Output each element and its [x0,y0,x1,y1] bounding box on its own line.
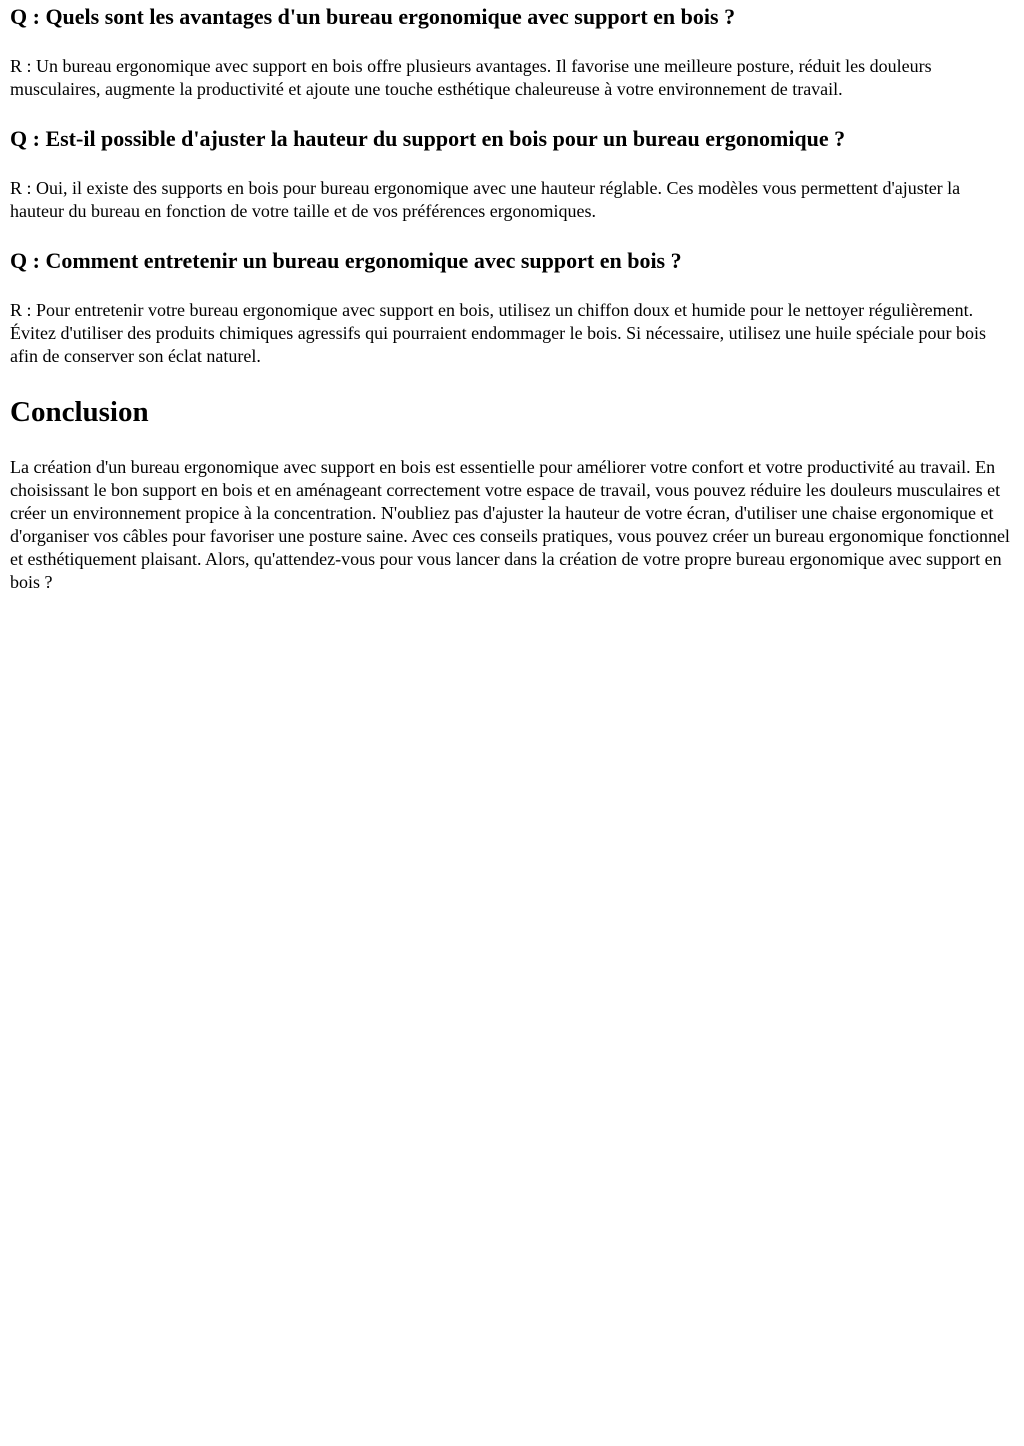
conclusion-heading: Conclusion [10,396,149,428]
faq-question-2: Q : Est-il possible d'ajuster la hauteur du support en bois pour un bureau ergonomique ? [10,126,846,151]
faq-answer-3: R : Pour entretenir votre bureau ergonomique avec support en bois, utilisez un chiffon doux et humide pour le nettoyer régulièrement. Évitez d'utiliser des produits chimiques agressifs qui pourraient endommager le bois. Si nécessaire, utilisez une huile spéciale pour bois afin de conserver son éclat naturel. [10,300,986,366]
faq-question-3: Q : Comment entretenir un bureau ergonomique avec support en bois ? [10,248,682,273]
faq-answer-1: R : Un bureau ergonomique avec support en bois offre plusieurs avantages. Il favorise une meilleure posture, réduit les douleurs musculaires, augmente la productivité et ajoute une touche esthétique chaleureuse à votre environnement de travail. [10,56,932,99]
document-page [0,0,1024,594]
conclusion-paragraph: La création d'un bureau ergonomique avec support en bois est essentielle pour améliorer votre confort et votre productivité au travail. En choisissant le bon support en bois et en aménageant correctement votre espace de travail, vous pouvez réduire les douleurs musculaires et créer un environnement propice à la concentration. N'oubliez pas d'ajuster la hauteur de votre écran, d'utiliser une chaise ergonomique et d'organiser vos câbles pour favoriser une posture saine. Avec ces conseils pratiques, vous pouvez créer un bureau ergonomique fonctionnel et esthétiquement plaisant. Alors, qu'attendez-vous pour vous lancer dans la création de votre propre bureau ergonomique avec support en bois ? [10,457,1010,592]
faq-answer-2: R : Oui, il existe des supports en bois pour bureau ergonomique avec une hauteur réglable. Ces modèles vous permettent d'ajuster la hauteur du bureau en fonction de votre taille et de vos préférences ergonomiques. [10,178,961,221]
faq-question-1: Q : Quels sont les avantages d'un bureau ergonomique avec support en bois ? [10,4,736,29]
